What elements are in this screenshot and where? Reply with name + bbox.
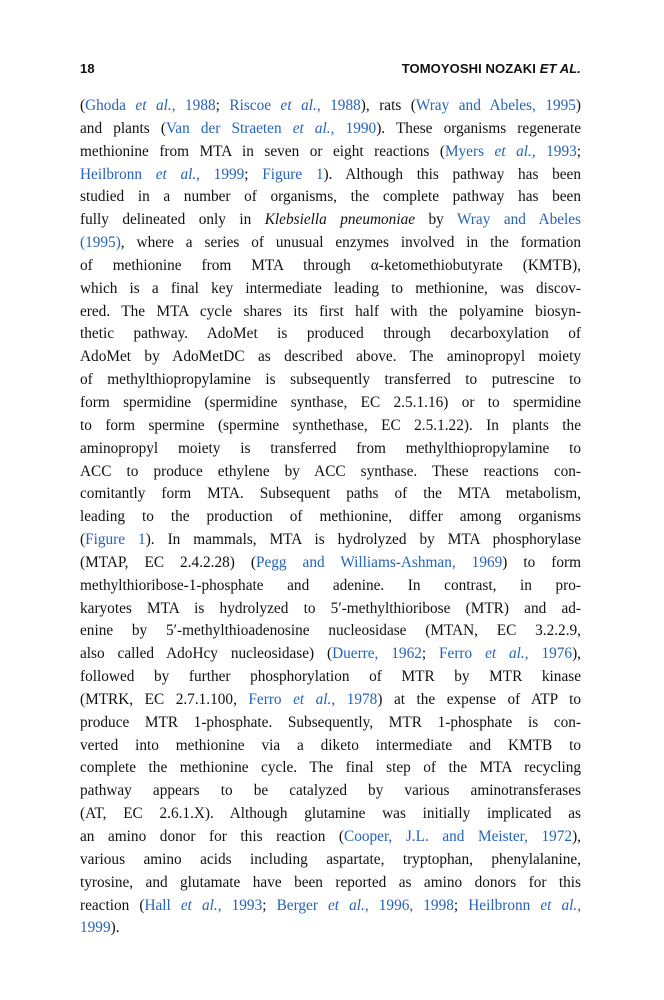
text-line (80, 895, 581, 918)
citation-link[interactable]: Pegg and Williams-Ashman, 1969 (255, 553, 503, 571)
text-run: ( (80, 97, 86, 114)
text-run: which is a final key intermediate leading to methionine, was discov- (80, 279, 581, 297)
text-run: ; (215, 97, 230, 114)
citation-link[interactable]: et al. (280, 97, 317, 114)
text-run: tyrosine, and glutamate have been reported as amino donors for this (80, 873, 581, 891)
text-line (80, 757, 581, 780)
text-run: of methylthiopropylamine is subsequently transferred to putrescine to (80, 371, 581, 389)
text-run: AdoMet by AdoMetDC as described above. The aminopropyl moiety (80, 348, 581, 366)
text-run: verted into methionine via a diketo intermediate and KMTB to (80, 736, 581, 754)
text-line (80, 620, 581, 643)
text-run: (MTRK, EC 2.7.1.100, (80, 690, 249, 708)
text-line (80, 917, 581, 940)
text-line (80, 278, 581, 301)
citation-link[interactable]: Hall (144, 896, 181, 914)
text-line (80, 95, 581, 118)
text-run: thetic pathway. AdoMet is produced through decarboxylation of (80, 325, 581, 343)
text-run: karyotes MTA is hydrolyzed to 5′-methylthioribose (MTR) and ad- (80, 599, 581, 617)
text-line (80, 506, 581, 529)
text-line (80, 529, 581, 552)
text-run: ( (80, 531, 86, 549)
text-line (80, 392, 581, 415)
text-line (80, 232, 581, 255)
text-run: ; (421, 645, 440, 663)
text-run: ) to form (502, 553, 581, 571)
citation-link[interactable]: , 1990 (330, 119, 377, 137)
text-line (80, 461, 581, 484)
text-line (80, 598, 581, 621)
body-paragraph (80, 95, 581, 940)
citation-link[interactable]: , 1976 (524, 645, 573, 663)
text-run: ; (453, 896, 469, 914)
citation-link[interactable]: et al. (155, 165, 197, 183)
text-run: an amino donor for this reaction ( (80, 828, 345, 845)
text-run: ). In mammals, MTA is hydrolyzed by MTA phosphorylase (145, 531, 581, 549)
text-line (80, 643, 581, 666)
text-run: ; (576, 142, 581, 160)
citation-link[interactable]: , 1993 (531, 142, 577, 160)
citation-link[interactable]: , 1988 (316, 97, 361, 114)
text-line (80, 552, 581, 575)
text-run: produce MTR 1-phosphate. Subsequently, MTR 1-phosphate is con- (80, 713, 581, 731)
text-run: ). Although this pathway has been (323, 165, 581, 183)
text-line (80, 872, 581, 895)
page-number: 18 (80, 61, 95, 76)
text-run: ered. The MTA cycle shares its first half with the polyamine biosyn- (80, 302, 581, 320)
citation-link[interactable]: Ferro (248, 690, 294, 708)
text-line (80, 209, 581, 232)
text-line (80, 780, 581, 803)
page-header (80, 61, 581, 81)
text-line (80, 438, 581, 461)
text-run: also called AdoHcy nucleosidase) ( (80, 645, 333, 663)
citation-link[interactable]: (1995) (80, 234, 121, 252)
text-line (80, 849, 581, 872)
text-run: by (415, 211, 457, 229)
citation-link[interactable]: et al. (485, 645, 525, 663)
citation-link[interactable]: Myers (444, 142, 495, 160)
citation-link[interactable]: , 1999 (196, 165, 245, 183)
running-head-authors: TOMOYOSHI NOZAKI (401, 61, 536, 76)
citation-link[interactable]: et al. (180, 896, 218, 914)
citation-link[interactable]: et al. (494, 142, 532, 160)
text-line (80, 255, 581, 278)
text-run: and plants ( (80, 119, 166, 137)
citation-link[interactable]: 1999 (80, 919, 111, 937)
text-line (80, 301, 581, 324)
citation-link[interactable]: Cooper, J.L. and Meister, 1972 (344, 828, 573, 845)
text-run: , where a series of unusual enzymes involved in the formation (120, 234, 581, 252)
text-line (80, 141, 581, 164)
citation-link[interactable]: Wray and Abeles (456, 211, 581, 229)
text-run: ), rats ( (360, 97, 416, 114)
text-run: aminopropyl moiety is transferred from methylthiopropylamine to (80, 439, 581, 457)
text-run: ) (575, 97, 581, 114)
italic-text: Klebsiella pneumoniae (264, 211, 416, 229)
running-head (402, 61, 581, 76)
text-run: leading to the production of methionine, differ among organisms (80, 508, 581, 526)
text-run: methionine from MTA in seven or eight reactions ( (80, 142, 445, 160)
text-run: ; (262, 896, 277, 914)
citation-link[interactable]: , (577, 896, 581, 914)
text-run: ), (572, 828, 581, 845)
text-run: various amino acids including aspartate, tryptophan, phenylalanine, (80, 850, 581, 868)
text-run: methylthioribose-1-phosphate and adenine. In contrast, in pro- (80, 576, 581, 594)
citation-link[interactable]: et al. (292, 119, 331, 137)
text-run: pathway appears to be catalyzed by various aminotransferases (80, 782, 581, 800)
text-line (80, 826, 581, 849)
text-run: form spermidine (spermidine synthase, EC 2.5.1.16) or to spermidine (80, 393, 581, 411)
text-line (80, 735, 581, 758)
citation-link[interactable]: Heilbronn (468, 896, 541, 914)
text-run: (MTAP, EC 2.4.2.28) ( (80, 553, 256, 571)
text-line (80, 323, 581, 346)
text-run: ACC to produce ethylene by ACC synthase. These reactions con- (80, 462, 581, 480)
text-line (80, 118, 581, 141)
text-run: enine by 5′-methylthioadenosine nucleosidase (MTAN, EC 3.2.2.9, (80, 622, 581, 640)
text-run: ; (244, 165, 263, 183)
text-run: ), (572, 645, 581, 663)
text-run: followed by further phosphorylation of MTR by MTR kinase (80, 668, 581, 686)
text-run: reaction ( (80, 896, 145, 914)
text-line (80, 483, 581, 506)
text-line (80, 415, 581, 438)
citation-link[interactable]: Figure 1 (85, 531, 146, 549)
citation-link[interactable]: , 1978 (331, 690, 378, 708)
citation-link[interactable]: Wray and Abeles, 1995 (415, 97, 576, 114)
citation-link[interactable]: Duerre, 1962 (332, 645, 422, 663)
citation-link[interactable]: , 1988 (171, 97, 216, 114)
text-line (80, 164, 581, 187)
citation-link[interactable]: Van der Straeten (165, 119, 293, 137)
text-line (80, 186, 581, 209)
text-run: studied in a number of organisms, the complete pathway has been (80, 188, 581, 206)
citation-link[interactable]: et al. (540, 896, 578, 914)
text-line (80, 689, 581, 712)
text-line (80, 575, 581, 598)
citation-link[interactable]: Ferro (439, 645, 486, 663)
text-run: of methionine from MTA through α-ketomethiobutyrate (KMTB), (80, 256, 581, 274)
text-run: to form spermine (spermine synthethase, EC 2.5.1.22). In plants the (80, 416, 581, 434)
text-line (80, 712, 581, 735)
text-run: fully delineated only in (80, 211, 265, 229)
text-run: ) at the expense of ATP to (377, 690, 581, 708)
citation-link[interactable]: et al. (328, 896, 365, 914)
text-line (80, 346, 581, 369)
text-run: ). These organisms regenerate (376, 119, 581, 137)
citation-link[interactable]: Ghoda (85, 97, 136, 114)
citation-link[interactable]: Riscoe (229, 97, 281, 114)
text-run: comitantly form MTA. Subsequent paths of the MTA metabolism, (80, 485, 581, 503)
text-line (80, 666, 581, 689)
text-line (80, 369, 581, 392)
citation-link[interactable]: , 1996, 1998 (364, 896, 454, 914)
citation-link[interactable]: Berger (276, 896, 329, 914)
text-run: (AT, EC 2.6.1.X). Although glutamine was initially implicated as (80, 805, 581, 823)
running-head-etal: ET AL. (539, 61, 581, 76)
text-run: complete the methionine cycle. The final step of the MTA recycling (80, 759, 581, 777)
text-run: ). (110, 919, 120, 937)
text-line (80, 803, 581, 826)
citation-link[interactable]: Figure 1 (262, 165, 324, 183)
citation-link[interactable]: et al. (293, 690, 332, 708)
citation-link[interactable]: , 1993 (217, 896, 263, 914)
citation-link[interactable]: Heilbronn (80, 165, 156, 183)
citation-link[interactable]: et al. (135, 97, 172, 114)
